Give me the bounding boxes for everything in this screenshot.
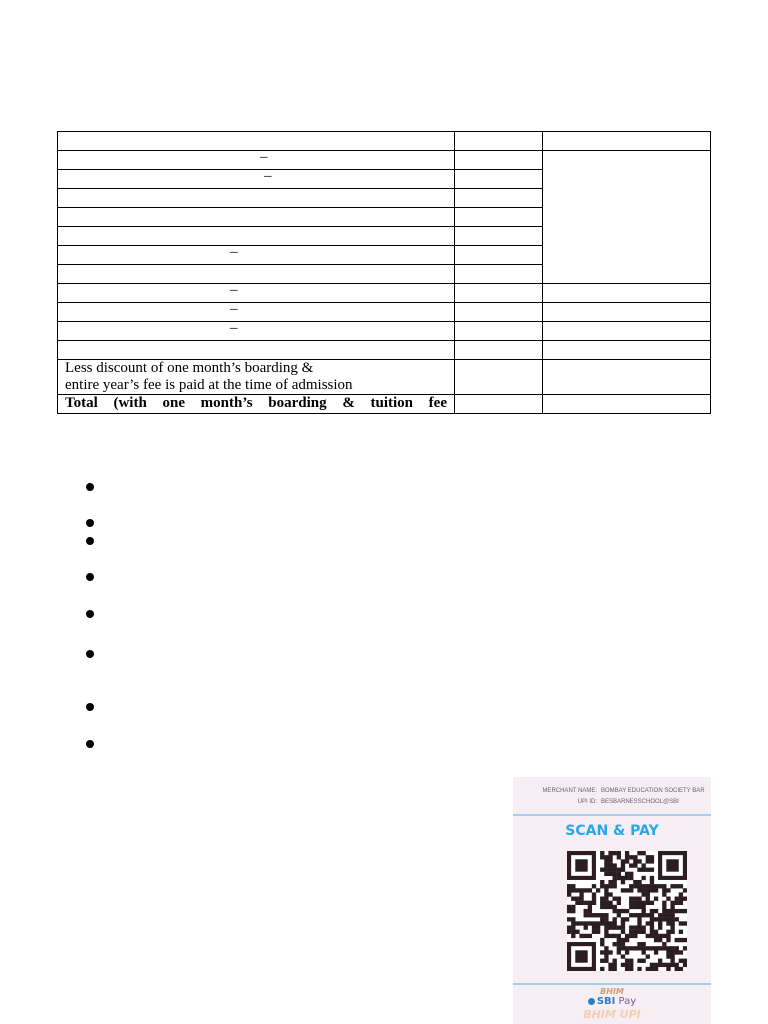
payment-qr-card <box>513 777 711 1024</box>
sbi-logo-icon <box>588 998 595 1005</box>
list-bullet <box>86 610 94 618</box>
table-cell <box>58 303 455 322</box>
table-cell <box>455 132 543 151</box>
dash-text: – <box>230 245 238 260</box>
qr-code-image <box>567 851 687 971</box>
merchant-value: BOMBAY EDUCATION SOCIETY BAR <box>601 788 705 794</box>
table-row <box>58 303 711 322</box>
table-cell <box>543 132 711 151</box>
pay-text: Pay <box>618 996 637 1007</box>
qr-code <box>567 851 687 971</box>
dash-text: – <box>230 302 238 317</box>
table-cell <box>455 189 543 208</box>
table-cell <box>455 246 543 265</box>
list-bullet <box>86 537 94 545</box>
dash-text: – <box>230 321 238 336</box>
table-cell <box>58 322 455 341</box>
total-row <box>58 395 711 414</box>
table-cell <box>455 265 543 284</box>
merchant-name-line <box>527 788 705 794</box>
table-cell <box>58 151 455 170</box>
table-cell <box>455 360 543 395</box>
list-bullet <box>86 740 94 748</box>
dash-text: – <box>230 283 238 298</box>
table-cell <box>455 170 543 189</box>
merchant-key: MERCHANT NAME: <box>542 788 597 794</box>
table-cell <box>543 341 711 360</box>
discount-label <box>58 360 455 395</box>
table-row <box>58 322 711 341</box>
dash-text: – <box>264 169 272 184</box>
sbi-text: SBI <box>596 996 616 1007</box>
table-cell <box>455 227 543 246</box>
table-cell <box>58 189 455 208</box>
discount-row <box>58 360 711 395</box>
fee-table <box>57 131 711 414</box>
table-cell-merged <box>543 151 711 284</box>
table-cell <box>455 341 543 360</box>
table-row <box>58 341 711 360</box>
list-bullet <box>86 573 94 581</box>
upi-id-line <box>527 799 679 805</box>
sbi-pay-logo <box>513 996 711 1007</box>
table-cell <box>58 208 455 227</box>
table-cell <box>455 284 543 303</box>
divider <box>513 814 711 816</box>
scan-and-pay-label: SCAN & PAY <box>565 823 659 839</box>
table-row <box>58 151 711 170</box>
table-cell <box>58 265 455 284</box>
table-cell <box>455 395 543 414</box>
discount-line-2: entire year’s fee is paid at the time of admission <box>65 377 353 393</box>
table-cell <box>543 360 711 395</box>
list-bullet <box>86 703 94 711</box>
table-cell <box>58 246 455 265</box>
table-cell <box>543 395 711 414</box>
bhim-logo: BHIM <box>600 987 624 996</box>
bhim-upi-logo: BHIM UPI <box>583 1008 641 1021</box>
total-label: Total (with one month’s boarding & tuition fee <box>58 395 455 414</box>
list-bullet <box>86 519 94 527</box>
upi-key: UPI ID: <box>577 799 597 805</box>
dash-text: – <box>260 150 268 165</box>
list-bullet <box>86 483 94 491</box>
merchant-details <box>513 777 711 815</box>
discount-line-1: Less discount of one month’s boarding & <box>65 360 314 376</box>
table-cell <box>58 132 455 151</box>
table-cell <box>58 227 455 246</box>
table-cell <box>455 303 543 322</box>
table-cell <box>58 170 455 189</box>
table-row <box>58 284 711 303</box>
table-cell <box>543 284 711 303</box>
table-cell <box>58 284 455 303</box>
list-bullet <box>86 650 94 658</box>
table-cell <box>455 208 543 227</box>
upi-value: BESBARNESSCHOOL@SBI <box>601 799 679 805</box>
table-cell <box>455 322 543 341</box>
table-cell <box>543 322 711 341</box>
table-cell <box>543 303 711 322</box>
table-cell <box>455 151 543 170</box>
divider <box>513 983 711 985</box>
table-cell <box>58 341 455 360</box>
table-header-row <box>58 132 711 151</box>
